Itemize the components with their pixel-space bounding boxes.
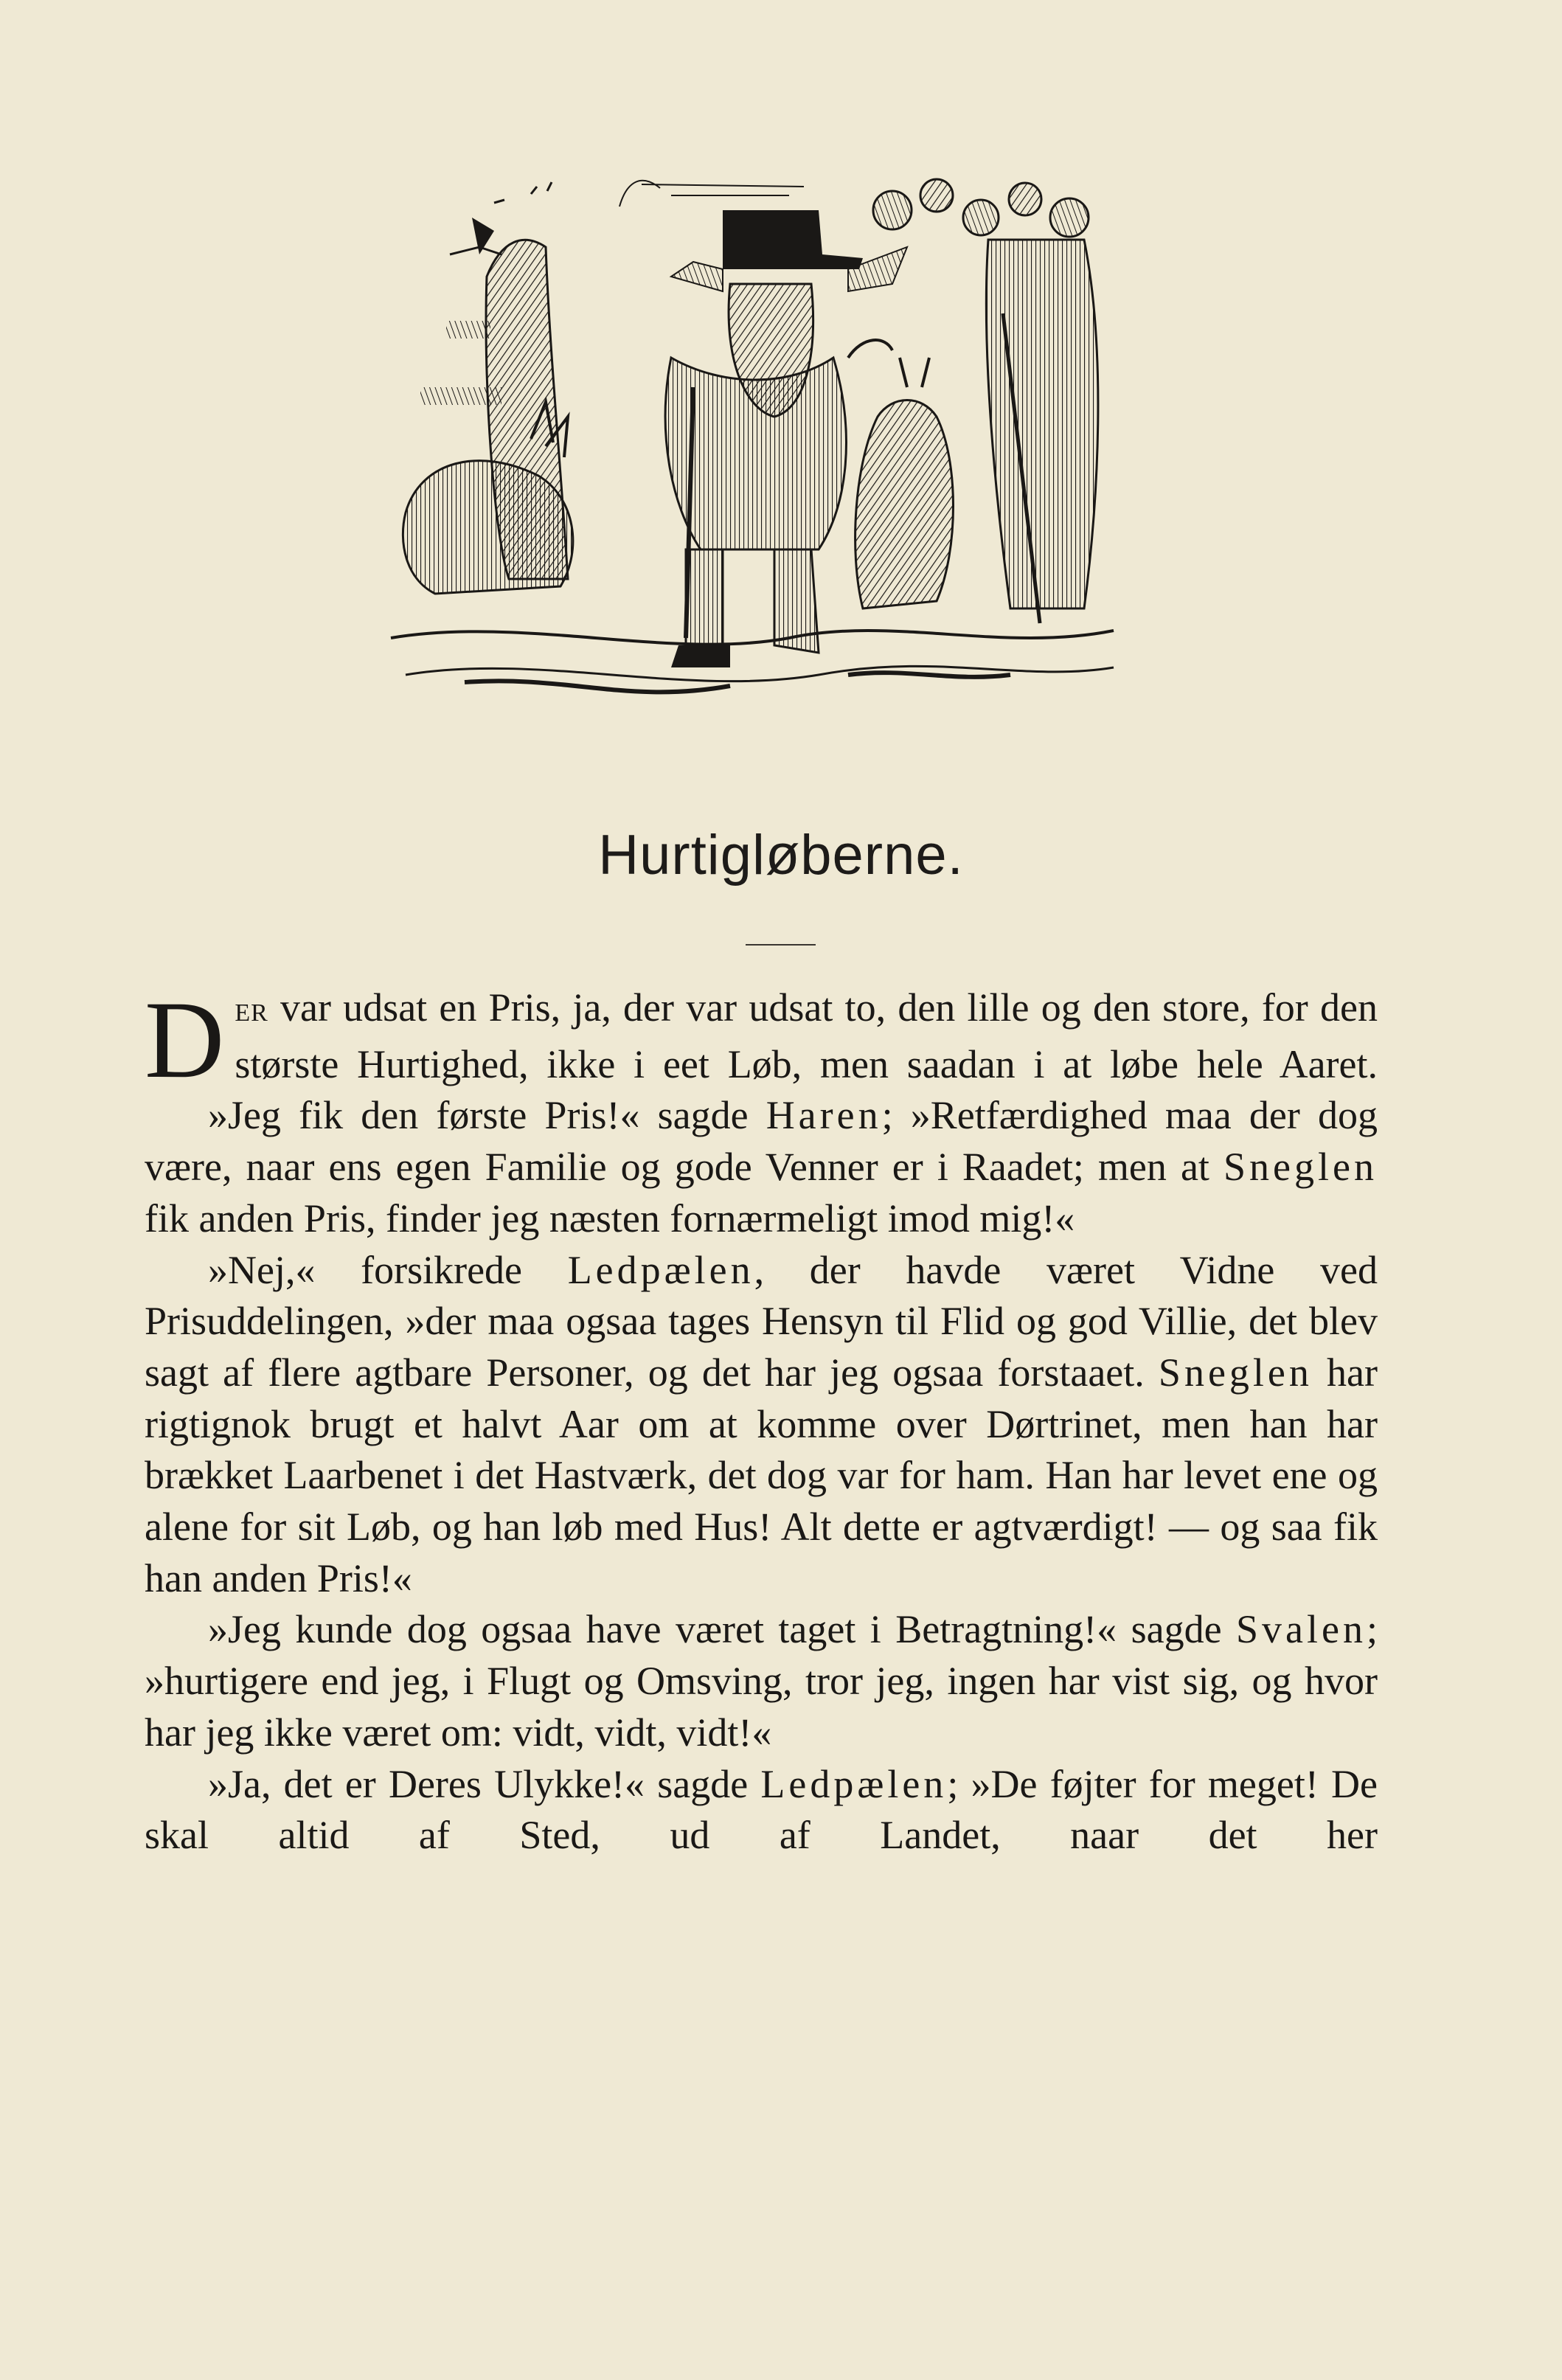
spaced-name-sneglen: Sneglen [1223, 1145, 1378, 1190]
title-divider [746, 944, 816, 946]
paragraph-5 [145, 1759, 1378, 1862]
drop-cap: D [145, 979, 225, 1101]
paragraph-5-text-a: »Ja, det er Deres Ulykke!« sagde [208, 1761, 761, 1806]
paragraph-5-text-c: ; »De føjter for meget! De skal altid af Sted, ud af Landet, naar det her [145, 1761, 1378, 1858]
spaced-name-svalen: Svalen [1236, 1607, 1367, 1652]
paragraph-2-text-e: fik anden Pris, finder jeg næsten fornærmeligt imod mig!« [145, 1196, 1075, 1241]
paragraph-2-text-a: »Jeg fik den første Pris!« sagde [208, 1093, 766, 1138]
paragraph-3 [145, 1245, 1378, 1605]
spaced-name-haren: Haren [766, 1093, 882, 1138]
paragraph-4-text-c: ; »hurtigere end jeg, i Flugt og Omsving, tror jeg, ingen har vist sig, og hvor har jeg ikke været om: vidt, vidt, vidt!« [145, 1607, 1378, 1755]
page-title: Hurtigløberne. [598, 824, 964, 887]
paragraph-3-text-e: har rigtignok brugt et halvt Aar om at komme over Dørtrinet, men han har brækket Laarbenet i det Hastværk, det dog var for ham. Han har levet ene og alene for sit Løb, og han løb med Hus! Alt dette er agtværdigt! — og saa fik han anden Pris!« [145, 1350, 1378, 1600]
paragraph-4 [145, 1604, 1378, 1758]
spaced-name-sneglen: Sneglen [1158, 1350, 1313, 1395]
small-caps-er: ER [235, 999, 268, 1027]
paragraph-2-text-c: ; »Retfærdighed maa der dog være, naar ens egen Familie og gode Venner er i Raadet; men at [145, 1093, 1378, 1190]
paragraph-3-text-c: , der havde været Vidne ved Prisuddelingen, »der maa ogsaa tages Hensyn til Flid og god Villie, det blev sagt af flere agtbare Personer, og det har jeg ogsaa forstaaet. [145, 1247, 1378, 1395]
paragraph-1-text: var udsat en Pris, ja, der var udsat to, den lille og den store, for den største Hurtighed, ikke i eet Løb, men saadan i at løbe hele Aaret. [235, 985, 1378, 1086]
paragraph-1 [145, 979, 1378, 1101]
paragraph-3-text-a: »Nej,« forsikrede [208, 1247, 568, 1292]
engraving-illustration [376, 166, 1136, 712]
paragraph-2 [145, 1090, 1378, 1244]
paragraph-4-text-a: »Jeg kunde dog ogsaa have været taget i Betragtning!« sagde [208, 1607, 1236, 1652]
spaced-name-ledpaelen: Ledpælen [760, 1761, 948, 1806]
spaced-name-ledpaelen: Ledpælen [567, 1247, 754, 1292]
story-text [145, 979, 1378, 1862]
